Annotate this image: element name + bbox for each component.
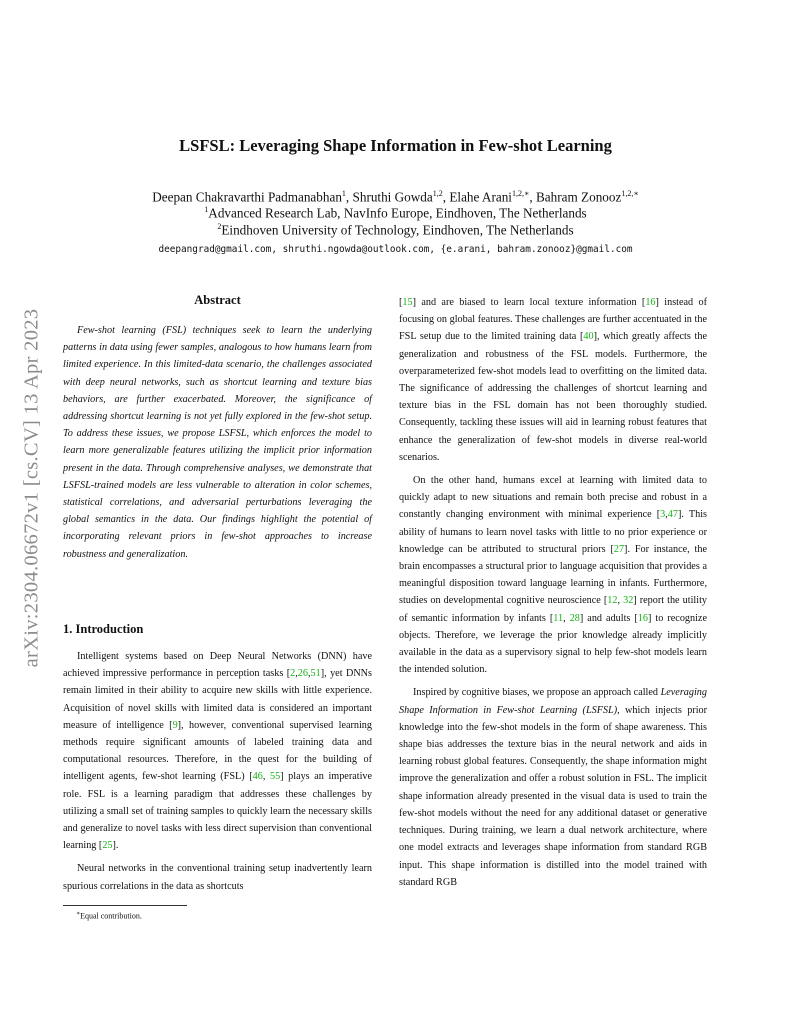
citation-link[interactable]: 32 — [623, 595, 634, 607]
footnote-mark: ∗ — [76, 911, 81, 917]
abstract-heading: Abstract — [194, 293, 241, 307]
aff-text: Advanced Research Lab, NavInfo Europe, Eindhoven, The Netherlands — [208, 205, 587, 221]
citation-link[interactable]: 16 — [645, 297, 656, 308]
author-name: , Bahram Zonooz — [529, 189, 622, 205]
author-emails: deepangrad@gmail.com, shruthi.ngowda@outlook.com, {e.arani, bahram.zonooz}@gmail.com — [158, 244, 633, 255]
citation-link[interactable]: 15 — [402, 297, 413, 308]
citation-link[interactable]: 9 — [172, 719, 178, 731]
citation-link[interactable]: 40 — [583, 331, 594, 343]
arxiv-id: arXiv:2304.06672v1 [cs.CV] 13 Apr 2023 — [20, 308, 43, 668]
section-heading-introduction: 1. Introduction — [63, 622, 144, 636]
citation-link[interactable]: 28 — [569, 612, 580, 624]
author-sup: 1,2,∗ — [621, 189, 639, 198]
citation-link[interactable]: 55 — [269, 771, 281, 783]
method-name: Leveraging Shape Information in Few-shot Learning (LSFSL) — [399, 687, 707, 716]
citation-link[interactable]: 27 — [613, 543, 625, 555]
abstract-text — [63, 322, 372, 563]
author-sup: 1,2 — [432, 189, 443, 198]
citation-link[interactable]: 12 — [607, 595, 618, 607]
author-name: , Elahe Arani — [442, 189, 512, 205]
citation-link[interactable]: 47 — [667, 509, 678, 521]
arxiv-watermark — [6, 270, 58, 706]
aff-sup: 1 — [204, 205, 209, 214]
citation-link[interactable]: 25 — [102, 840, 113, 852]
aff-sup: 2 — [217, 222, 222, 231]
paper-title: LSFSL: Leveraging Shape Information in Few-shot Learning — [179, 136, 612, 155]
right-column — [399, 294, 707, 891]
right-paragraph-2: On the other hand, humans excel at learning with limited data to quickly adapt to new situations and remain both precise and robust in a constantly changing environment with minimal experience [3,47]. This ability of humans to learn novel tasks with little to no prior experience or knowledge can be attributed to structural priors [27]. For instance, the brain encompasses a structural prior to language acquisition that provides a meaningful disposition toward language learning in infants. Furthermore, studies on developmental cognitive neuroscience [12, 32] report the utility of semantic information by infants [11, 28] and adults [16] to recognize objects. Therefore, we leverage the prior knowledge already implicitly available in the data as a supervisory signal to help few-shot models learn the intended solution. — [399, 475, 707, 676]
footnote — [76, 910, 142, 921]
aff-text: Eindhoven University of Technology, Eindhoven, The Netherlands — [221, 222, 574, 238]
footnote-text: Equal contribution. — [80, 911, 142, 921]
footnote-divider — [63, 905, 187, 906]
author-list — [0, 185, 791, 205]
citation-link[interactable]: 51 — [310, 668, 321, 680]
citation-link[interactable]: 2 — [290, 668, 296, 680]
citation-link[interactable]: 11 — [553, 612, 564, 624]
affiliation-1 — [0, 205, 791, 221]
citation-link[interactable]: 46 — [252, 771, 263, 783]
author-name: Deepan Chakravarthi Padmanabhan — [152, 189, 342, 205]
author-sup: 1,2,∗ — [511, 189, 530, 198]
intro-paragraph-1: Intelligent systems based on Deep Neural Networks (DNN) have achieved impressive performance in perception tasks [2,26,51], yet DNNs remain limited in their ability to acquire new skills with little experience. Acquisition of novel skills with limited data is considered an important measure of intelligence [9], however, conventional supervised learning methods require significant amounts of labeled training data and computational resources. Therefore, in the quest for the building of intelligent agents, few-shot learning (FSL) [46, 55] plays an imperative role. FSL is a learning paradigm that addresses these challenges by utilizing a small set of training samples to quickly learn the necessary skills and generalize to novel tasks with less direct supervision than conventional learning [25]. — [63, 651, 373, 852]
citation-link[interactable]: 26 — [297, 668, 308, 680]
intro-paragraph-2: Neural networks in the conventional training setup inadvertently learn spurious correlations in the data as shortcuts — [63, 863, 372, 892]
right-paragraph-1: [15] and are biased to learn local texture information [16] instead of focusing on global features. These challenges are further accentuated in the FSL setup due to the limited training data [40], which greatly affects the generalization and robustness of the FSL models. Furthermore, the overparameterized few-shot models lead to overfitting on the limited data. The significance of addressing the challenges of shortcut learning and texture bias in the FSL domain has not been thoroughly studied. Consequently, tackling these issues will aid in learning robust features that enhance the generalization of few-shot models in diverse real-world scenarios. — [399, 297, 708, 463]
abstract-paragraph: Few-shot learning (FSL) techniques seek to learn the underlying patterns in data using fewer samples, analogous to how humans learn from limited experience. In this limited-data scenario, the challenges associated with deep neural networks, such as shortcut learning and texture bias behaviors, are further exacerbated. Moreover, the significance of addressing shortcut learning is not yet fully explored in the few-shot setup. To address these issues, we propose LSFSL, which enforces the model to learn more generalizable features utilizing the implicit prior information present in the data. Through comprehensive analyses, we demonstrate that LSFSL-trained models are less vulnerable to alteration in color schemes, statistical correlations, and adversarial perturbations leveraging the global semantics in the data. Our findings highlight the potential of incorporating relevant priors in few-shot approaches to increase robustness and generalization. — [63, 325, 372, 560]
intro-left-column — [63, 648, 372, 895]
citation-link[interactable]: 3 — [660, 509, 666, 521]
affiliation-2 — [0, 222, 791, 238]
author-sup: 1 — [341, 189, 346, 198]
citation-link[interactable]: 16 — [637, 612, 648, 624]
author-name: , Shruthi Gowda — [345, 189, 433, 205]
right-paragraph-3: Inspired by cognitive biases, we propose an approach called Leveraging Shape Information in Few-shot Learning (LSFSL), which injects prior knowledge into the few-shot models in the form of shape awareness. This shape bias addresses the texture bias in the neural network and aids in learning robust global features. Consequently, the shape information might improve the generalization and offer a robust solution in FSL. The implicit shape information already presented in the visual data is used to train the few-shot models without the need for any additional dataset or generative techniques. During training, we learn a dual network architecture, where one model extracts and leverages shape information from standard RGB input. This shape information is distilled into the model trained with standard RGB — [399, 687, 708, 888]
